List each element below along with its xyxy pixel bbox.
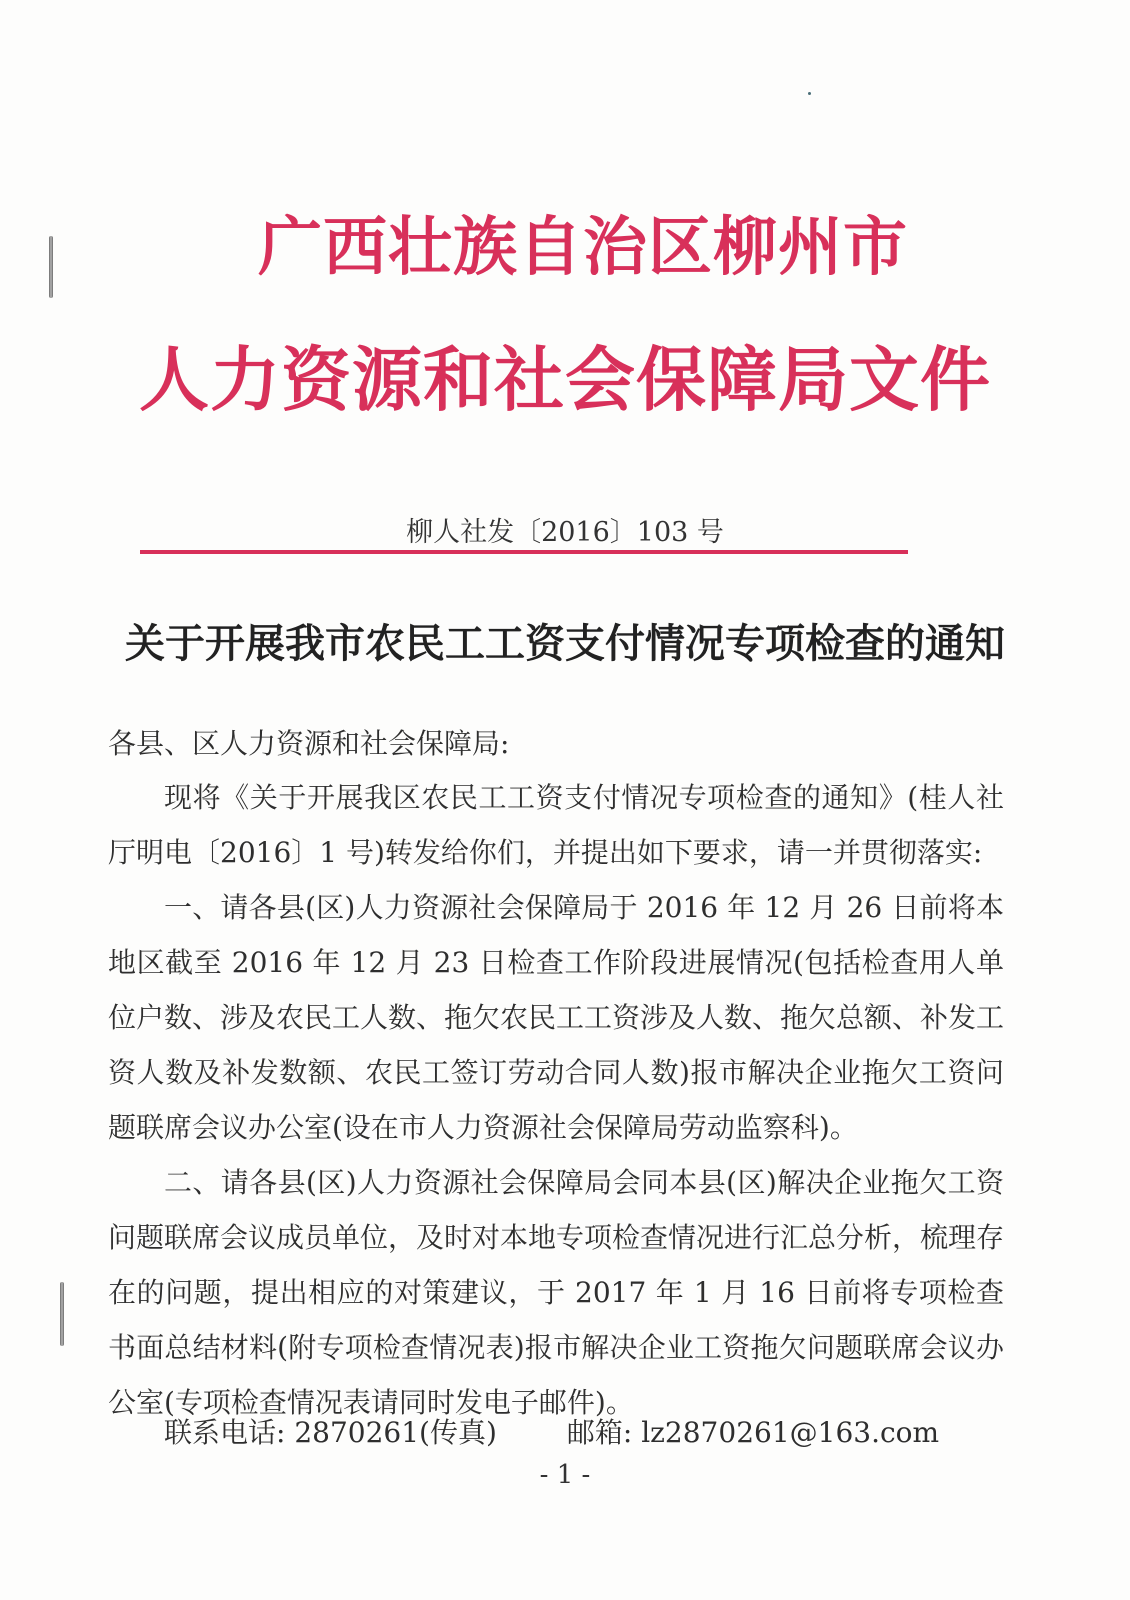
document-number: 柳人社发〔2016〕103 号 (406, 517, 724, 548)
paragraph-intro: 现将《关于开展我区农民工工资支付情况专项检查的通知》(桂人社厅明电〔2016〕1 号)转发给你们，并提出如下要求，请一并贯彻落实: (108, 781, 1004, 869)
paragraph-item-2: 二、请各县(区)人力资源社会保障局会同本县(区)解决企业拖欠工资问题联席会议成员单位，及时对本地专项检查情况进行汇总分析，梳理存在的问题，提出相应的对策建议，于 2017 年 1 月 16 日前将专项检查书面总结材料(附专项检查情况表)报市解决企业工资拖欠问题联席会议办公室(专项检查情况表请同时发电子邮件)。 (108, 1166, 1005, 1419)
issuer-name-line-1: 广西壮族自治区柳州市 (258, 210, 908, 285)
document-title: 关于开展我市农民工工资支付情况专项检查的通知 (125, 620, 1005, 667)
salutation: 各县、区人力资源和社会保障局: (108, 727, 510, 760)
paragraph-item-1: 一、请各县(区)人力资源社会保障局于 2016 年 12 月 26 日前将本地区截至 2016 年 12 月 23 日检查工作阶段进展情况(包括检查用人单位户数、涉及农民工人数、拖欠农民工工资涉及人数、拖欠总额、补发工资人数及补发数额、农民工签订劳动合同人数)报市解决企业拖欠工资问题联席会议办公室(设在市人力资源社会保障局劳动监察科)。 (108, 891, 1005, 1144)
scan-speck (808, 92, 811, 95)
red-divider-line (140, 550, 908, 554)
issuer-name-line-2: 人力资源和社会保障局文件 (139, 338, 991, 421)
contact-info (164, 1405, 939, 1460)
contact-phone: 联系电话: 2870261(传真) (164, 1416, 497, 1449)
contact-email: 邮箱: lz2870261@163.com (566, 1416, 940, 1449)
page-number: - 1 - (539, 1460, 591, 1490)
staple-mark (60, 1282, 64, 1346)
